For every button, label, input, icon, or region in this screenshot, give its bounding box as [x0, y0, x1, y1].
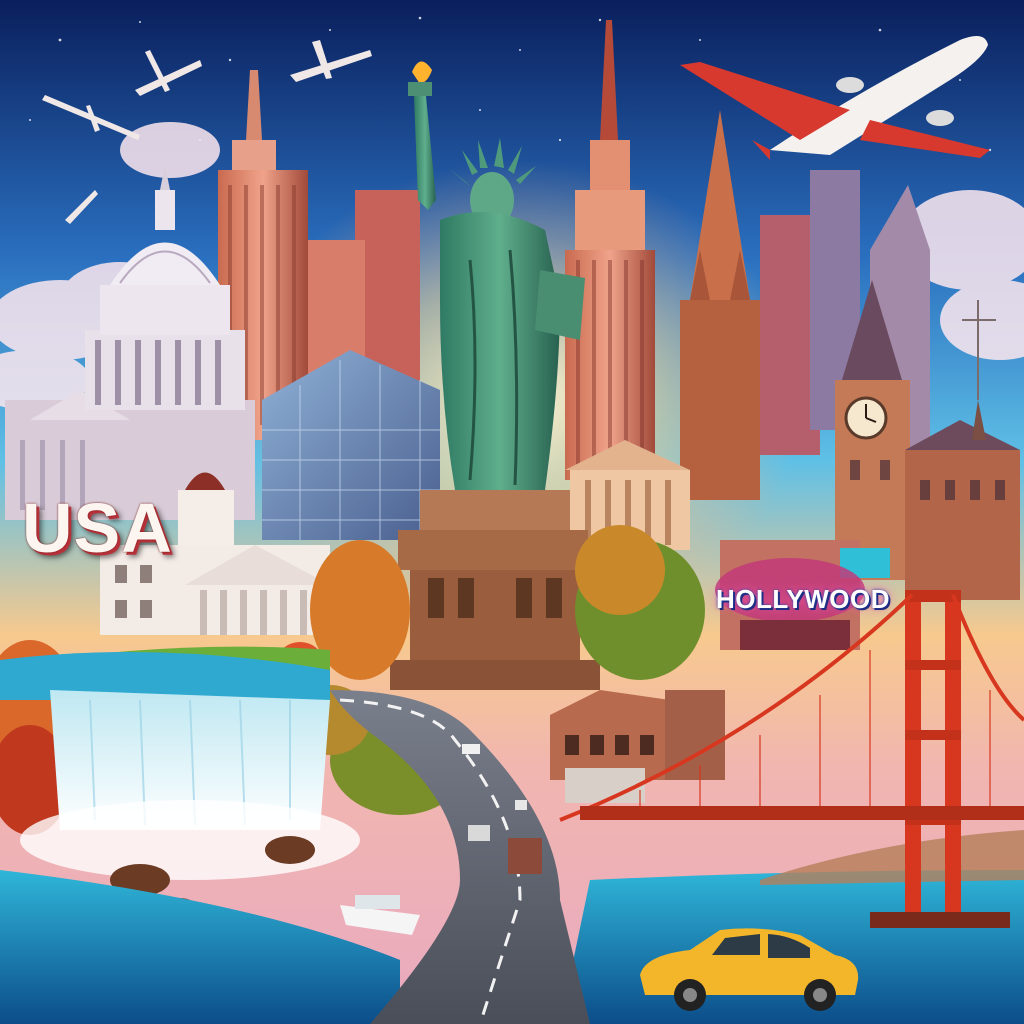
statue-pedestal — [390, 490, 600, 690]
usa-title: USA — [22, 489, 173, 567]
hollywood-sign-text: HOLLYWOOD — [716, 584, 890, 614]
